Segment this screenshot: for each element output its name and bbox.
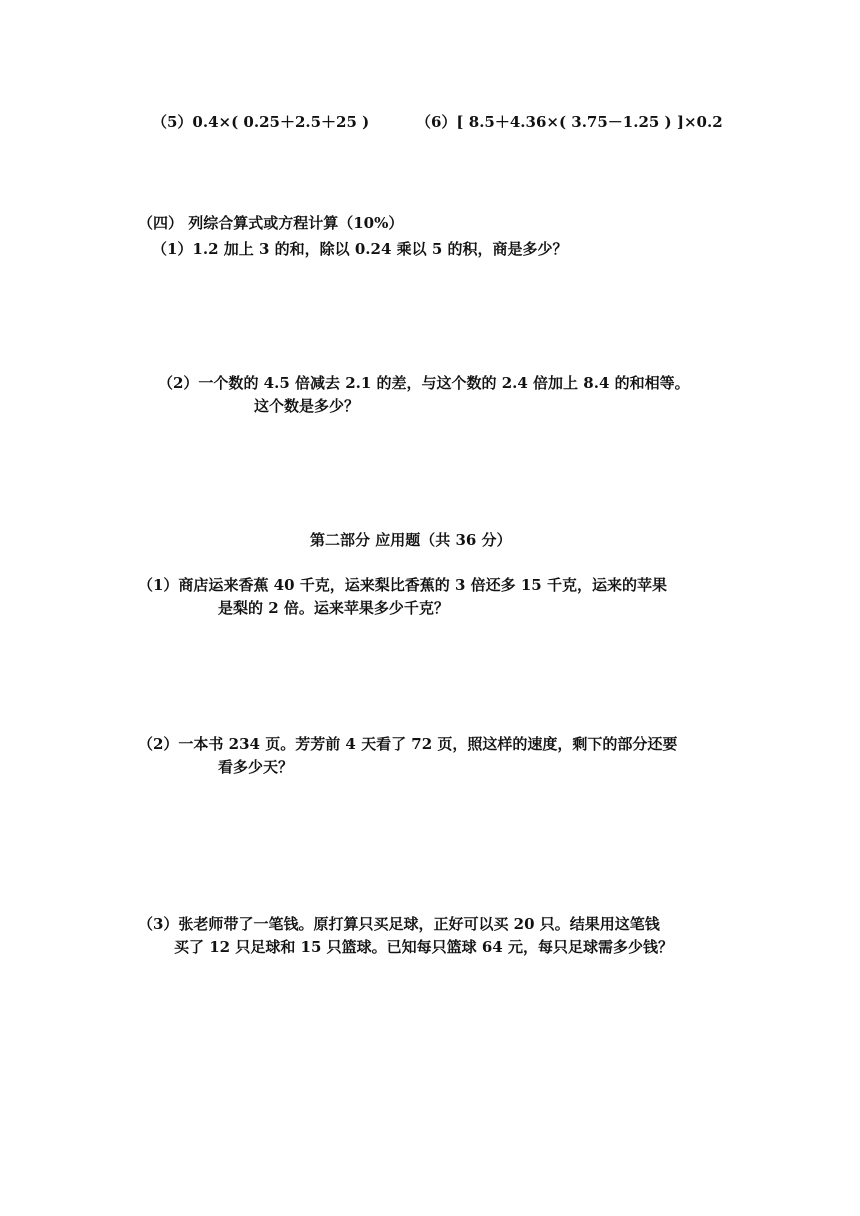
word-problem-2-line-2: 看多少天？ <box>218 758 294 776</box>
word-problem-3-line-1: （3）张老师带了一笔钱。原打算只买足球，正好可以买 20 只。结果用这笔钱 <box>138 915 660 933</box>
calc-problem-5: （5）0.4×( 0.25＋2.5＋25 ) <box>152 113 370 131</box>
word-problem-3-line-2: 买了 12 只足球和 15 只篮球。已知每只篮球 64 元，每只足球需多少钱？ <box>174 938 673 956</box>
section-4-problem-2-line-2: 这个数是多少？ <box>254 397 360 415</box>
section-4-problem-2-line-1: （2）一个数的 4.5 倍减去 2.1 的差，与这个数的 2.4 倍加上 8.4 的和相等。 <box>158 374 690 392</box>
word-problem-1-line-1: （1）商店运来香蕉 40 千克，运来梨比香蕉的 3 倍还多 15 千克，运来的苹果 <box>138 576 667 594</box>
word-problem-2-line-1: （2）一本书 234 页。芳芳前 4 天看了 72 页，照这样的速度，剩下的部分还要 <box>138 735 678 753</box>
word-problem-1-line-2: 是梨的 2 倍。运来苹果多少千克？ <box>218 599 449 617</box>
part-2-heading: 第二部分 应用题（共 36 分） <box>310 531 512 549</box>
section-4-problem-1: （1）1.2 加上 3 的和，除以 0.24 乘以 5 的积，商是多少？ <box>152 240 568 258</box>
section-4-heading: （四） 列综合算式或方程计算（10%） <box>138 214 404 232</box>
calc-problem-6: （6）[ 8.5＋4.36×( 3.75－1.25 ) ]×0.2 <box>416 113 723 131</box>
